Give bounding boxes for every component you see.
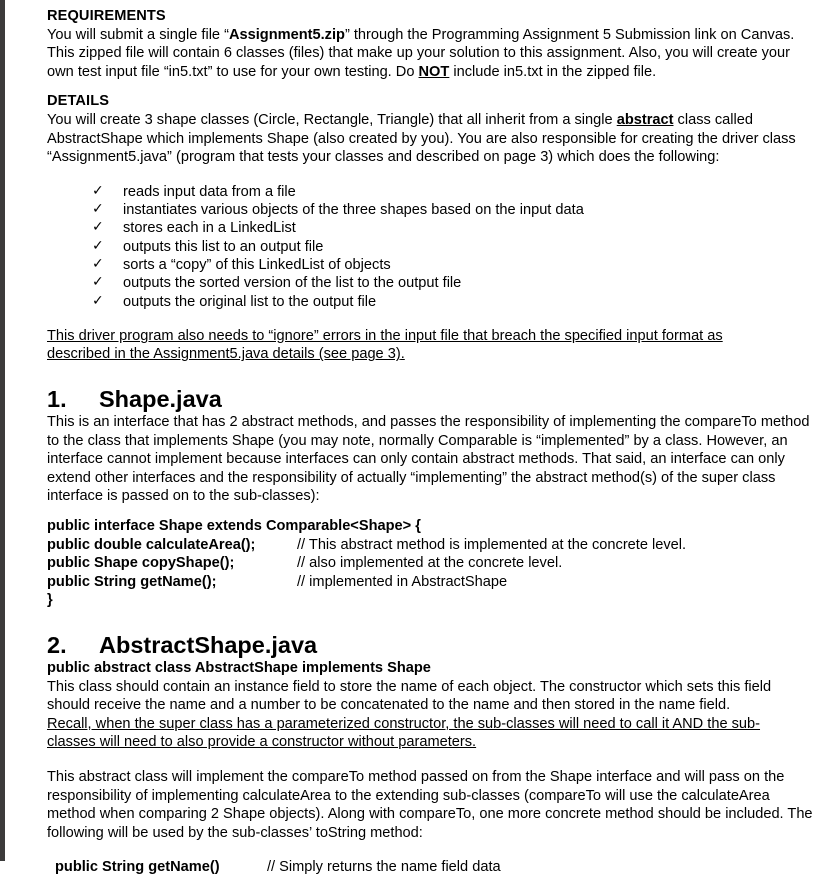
- code-comment: // implemented in AbstractShape: [297, 573, 508, 590]
- details-note: [47, 327, 814, 364]
- list-item-label: outputs this list to an output file: [123, 238, 324, 255]
- check-icon: ✓: [92, 274, 104, 291]
- code-comment: // This abstract method is implemented at the concrete level.: [297, 536, 687, 553]
- list-item: [92, 201, 814, 219]
- code-comment: // also implemented at the concrete level.: [297, 555, 563, 572]
- section-1-number: 1.: [47, 386, 67, 413]
- getname-code-line: [47, 858, 814, 877]
- getname-comment: // Simply returns the name field data: [267, 859, 501, 876]
- list-item-label: outputs the sorted version of the list to the output file: [123, 275, 462, 292]
- details-emphasis-abstract: abstract: [616, 111, 674, 128]
- section-2-recall-line-2: classes will need to also provide a constructor without parameters.: [47, 734, 477, 751]
- section-1-heading: [47, 386, 814, 413]
- requirements-text-part-c: include in5.txt in the zipped file.: [449, 63, 657, 80]
- details-heading: DETAILS: [47, 93, 110, 110]
- code-line: [47, 554, 814, 573]
- requirements-emphasis-not: NOT: [418, 63, 450, 80]
- list-item: [92, 219, 814, 237]
- check-icon: ✓: [92, 255, 104, 272]
- section-2-subheading: public abstract class AbstractShape implements Shape: [47, 659, 431, 676]
- check-icon: ✓: [92, 219, 104, 236]
- check-icon: ✓: [92, 201, 104, 218]
- list-item: [92, 293, 814, 311]
- list-item-label: instantiates various objects of the three shapes based on the input data: [123, 202, 584, 219]
- list-item-label: stores each in a LinkedList: [123, 220, 296, 237]
- list-item-label: reads input data from a file: [123, 183, 296, 200]
- details-bullet-list: [47, 183, 814, 311]
- details-paragraph: [47, 111, 814, 167]
- shape-interface-code-block: [47, 517, 814, 610]
- getname-signature: public String getName(): [55, 859, 220, 876]
- details-text-part-a: You will create 3 shape classes (Circle, Rectangle, Triangle) that all inherit from a single: [47, 111, 617, 128]
- code-signature: public Shape copyShape();: [47, 555, 235, 572]
- details-note-period: .: [400, 346, 405, 363]
- list-item: [92, 238, 814, 256]
- details-text-part-b: class called AbstractShape which implements Shape (also created by you). You are also responsible for creating the driver class “Assignment5.java” (program that tests your classes and described on page 3) which does the following:: [47, 111, 796, 166]
- assignment-zip-filename: Assignment5.zip: [228, 26, 345, 43]
- details-note-line-2: described in the Assignment5.java details (see page 3): [47, 346, 401, 363]
- requirements-paragraph: [47, 26, 814, 82]
- code-signature: public double calculateArea();: [47, 536, 256, 553]
- details-note-line-1: This driver program also needs to “ignore” errors in the input file that breach the specified input format as: [47, 327, 723, 344]
- requirements-heading: REQUIREMENTS: [47, 8, 166, 24]
- code-text: public interface Shape extends Comparable<Shape> {: [47, 517, 421, 534]
- list-item-label: sorts a “copy” of this LinkedList of objects: [123, 256, 391, 273]
- section-2-paragraph-2: This abstract class will implement the compareTo method passed on from the Shape interface and will pass on the responsibility of implementing calculateArea to the extending sub-classes (compareTo will use the calculateArea method when comparing 2 Shape objects). Along with compareTo, one more concrete method should be included. The following will be used by the sub-classes’ toString method:: [47, 768, 813, 841]
- section-2-recall-line-1: Recall, when the super class has a parameterized constructor, the sub-classes will need to call it AND the sub-: [47, 715, 761, 732]
- check-icon: ✓: [92, 182, 104, 199]
- check-icon: ✓: [92, 237, 104, 254]
- section-2-number: 2.: [47, 631, 67, 658]
- list-item: [92, 256, 814, 274]
- code-line: [47, 591, 814, 610]
- list-item: [92, 274, 814, 292]
- list-item-label: outputs the original list to the output file: [123, 293, 377, 310]
- code-line: [47, 573, 814, 592]
- section-1-paragraph: This is an interface that has 2 abstract methods, and passes the responsibility of implementing the compareTo method to the class that implements Shape (you may note, normally Comparable is “implemented” by a class. However, an interface cannot implement because interfaces can only contain abstract methods. That said, an interface can only extend other interfaces and the responsibility of actually “implementing” the abstract method(s) of the super class interface is passed on to the sub-classes):: [47, 414, 810, 505]
- requirements-text-part-a: You will submit a single file “: [47, 26, 229, 43]
- section-1-title: Shape.java: [99, 386, 222, 413]
- code-line: [47, 517, 814, 536]
- check-icon: ✓: [92, 292, 104, 309]
- code-line: [47, 536, 814, 555]
- section-2-recall-note: [47, 715, 814, 752]
- section-2-paragraph-1: [47, 678, 814, 715]
- list-item: [92, 183, 814, 201]
- requirements-text-part-b: ” through the Programming Assignment 5 Submission link on Canvas. This zipped file will contain 6 classes (files) that make up your solution to this assignment. Also, you will create your own test input file “in5.txt” to use for your own testing. Do: [47, 26, 795, 80]
- section-2-heading: [47, 632, 814, 659]
- code-signature: public String getName();: [47, 573, 217, 590]
- section-2-paragraph-1-text: This class should contain an instance field to store the name of each object. The constructor which sets this field should receive the name and a number to be concatenated to the name and then stored in the name field.: [47, 678, 772, 714]
- section-2-title: AbstractShape.java: [99, 631, 318, 658]
- code-text: }: [47, 592, 53, 609]
